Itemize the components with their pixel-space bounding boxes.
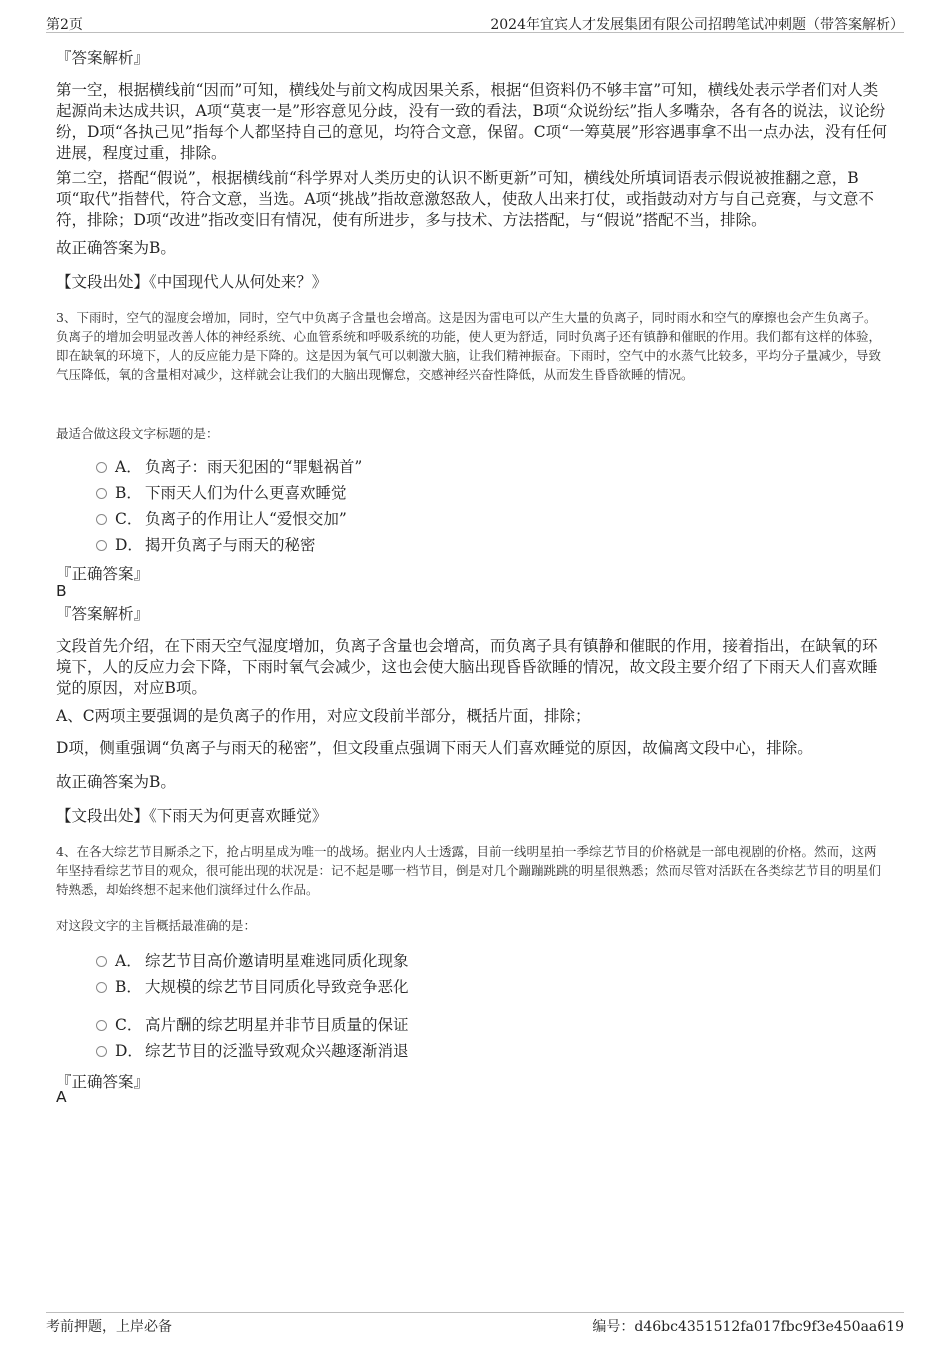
q3-question: 最适合做这段文字标题的是：: [56, 426, 219, 441]
q2-analysis-para-1: 第一空，根据横线前“因而”可知，横线处与前文构成因果关系，根据“但资料仍不够丰富”可知，横线处表示学者们对人类起源尚未达成共识，A项“莫衷一是”形容意见分歧，没有一致的看法，B项“众说纷纭”指人多嘴杂，各有各的说法，议论纷纷，D项“各执己见”指每个人都坚持自己的意见，均符合文意，保留。C项“一筹莫展”形容遇事拿不出一点办法，没有任何进展，程度过重，排除。: [56, 81, 887, 162]
radio-icon[interactable]: [96, 462, 107, 473]
radio-icon[interactable]: [96, 540, 107, 551]
q3-option-d[interactable]: D． 揭开负离子与雨天的秘密: [96, 534, 316, 556]
q3-answer-label: 『正确答案』: [56, 565, 150, 583]
q3-option-b[interactable]: B． 下雨天人们为什么更喜欢睡觉: [96, 482, 347, 504]
radio-icon[interactable]: [96, 1020, 107, 1031]
q2-conclusion: 故正确答案为B。: [56, 239, 176, 257]
q4-passage: 4、在各大综艺节目厮杀之下，抢占明星成为唯一的战场。据业内人士透露，目前一线明星拍一季综艺节目的价格就是一部电视剧的价格。然而，这两年坚持看综艺节目的观众，很可能出现的状况是：记不起是哪一档节目，倒是对几个蹦蹦跳跳的明星很熟悉；然而尽管对活跃在各类综艺节目的明星们特熟悉，却始终想不起来他们演绎过什么作品。: [56, 844, 882, 897]
q2-analysis-para-2: 第二空，搭配“假说”，根据横线前“科学界对人类历史的认识不断更新”可知，横线处所填词语表示假说被推翻之意，B项“取代”指替代，符合文意，当选。A项“挑战”指故意激怒敌人，使敌人出来打仗，或指鼓动对方与自己竞赛，与文意不符，排除；D项“改进”指改变旧有情况，使有所进步，多与技术、方法搭配，与“假说”搭配不当，排除。: [56, 169, 874, 229]
q3-conclusion: 故正确答案为B。: [56, 773, 176, 791]
q4-option-c[interactable]: C． 高片酬的综艺明星并非节目质量的保证: [96, 1014, 409, 1036]
q3-passage: 3、下雨时，空气的湿度会增加，同时，空气中负离子含量也会增高。这是因为雷电可以产生大量的负离子，同时雨水和空气的摩擦也会产生负离子。负离子的增加会明显改善人体的神经系统、心血管系统和呼吸系统的功能，使人更为舒适，同时负离子还有镇静和催眠的作用。我们都有这样的体验，即在缺氧的环境下，人的反应能力是下降的。这是因为氧气可以刺激大脑，让我们精神振奋。下雨时，空气中的水蒸气比较多，平均分子量减少，导致气压降低，氧的含量相对减少，这样就会让我们的大脑出现懈怠，交感神经兴奋性降低，从而发生昏昏欲睡的情况。: [56, 310, 882, 382]
document-title: 2024年宜宾人才发展集团有限公司招聘笔试冲刺题（带答案解析）: [490, 17, 904, 33]
q4-answer-label: 『正确答案』: [56, 1073, 150, 1091]
q3-analysis-label: 『答案解析』: [56, 605, 150, 623]
radio-icon[interactable]: [96, 488, 107, 499]
q4-question: 对这段文字的主旨概括最准确的是：: [56, 918, 257, 933]
q4-option-a[interactable]: A． 综艺节目高价邀请明星难逃同质化现象: [96, 950, 409, 972]
q3-analysis-para-2: A、C两项主要强调的是负离子的作用，对应文段前半部分，概括片面，排除；: [56, 707, 591, 725]
q4-option-d[interactable]: D． 综艺节目的泛滥导致观众兴趣逐渐消退: [96, 1040, 409, 1062]
page-footer: [46, 1312, 904, 1339]
q2-analysis-label: 『答案解析』: [56, 49, 150, 67]
q3-analysis-para-1: 文段首先介绍，在下雨天空气湿度增加，负离子含量也会增高，而负离子具有镇静和催眠的作用，接着指出，在缺氧的环境下，人的反应力会下降，下雨时氧气会减少，这也会使大脑出现昏昏欲睡的情况，故文段主要介绍了下雨天人们喜欢睡觉的原因，对应B项。: [56, 637, 878, 697]
q3-option-c[interactable]: C． 负离子的作用让人“爱恨交加”: [96, 508, 347, 530]
radio-icon[interactable]: [96, 514, 107, 525]
q4-answer: A: [56, 1088, 67, 1106]
q3-source: 【文段出处】《下雨天为何更喜欢睡觉》: [56, 807, 328, 825]
q2-source: 【文段出处】《中国现代人从何处来？》: [56, 273, 328, 291]
radio-icon[interactable]: [96, 956, 107, 967]
document-id: 编号：d46bc4351512fa017fbc9f3e450aa619: [592, 1319, 904, 1335]
footer-slogan: 考前押题，上岸必备: [46, 1319, 172, 1335]
q4-option-b[interactable]: B． 大规模的综艺节目同质化导致竞争恶化: [96, 976, 409, 998]
page-number: 第2页: [46, 17, 83, 33]
radio-icon[interactable]: [96, 982, 107, 993]
q3-analysis-para-3: D项，侧重强调“负离子与雨天的秘密”，但文段重点强调下雨天人们喜欢睡觉的原因，故偏离文段中心，排除。: [56, 739, 813, 757]
q3-option-a[interactable]: A． 负离子：雨天犯困的“罪魁祸首”: [96, 456, 362, 478]
q3-answer: B: [56, 582, 67, 600]
page-header: [46, 8, 904, 33]
radio-icon[interactable]: [96, 1046, 107, 1057]
